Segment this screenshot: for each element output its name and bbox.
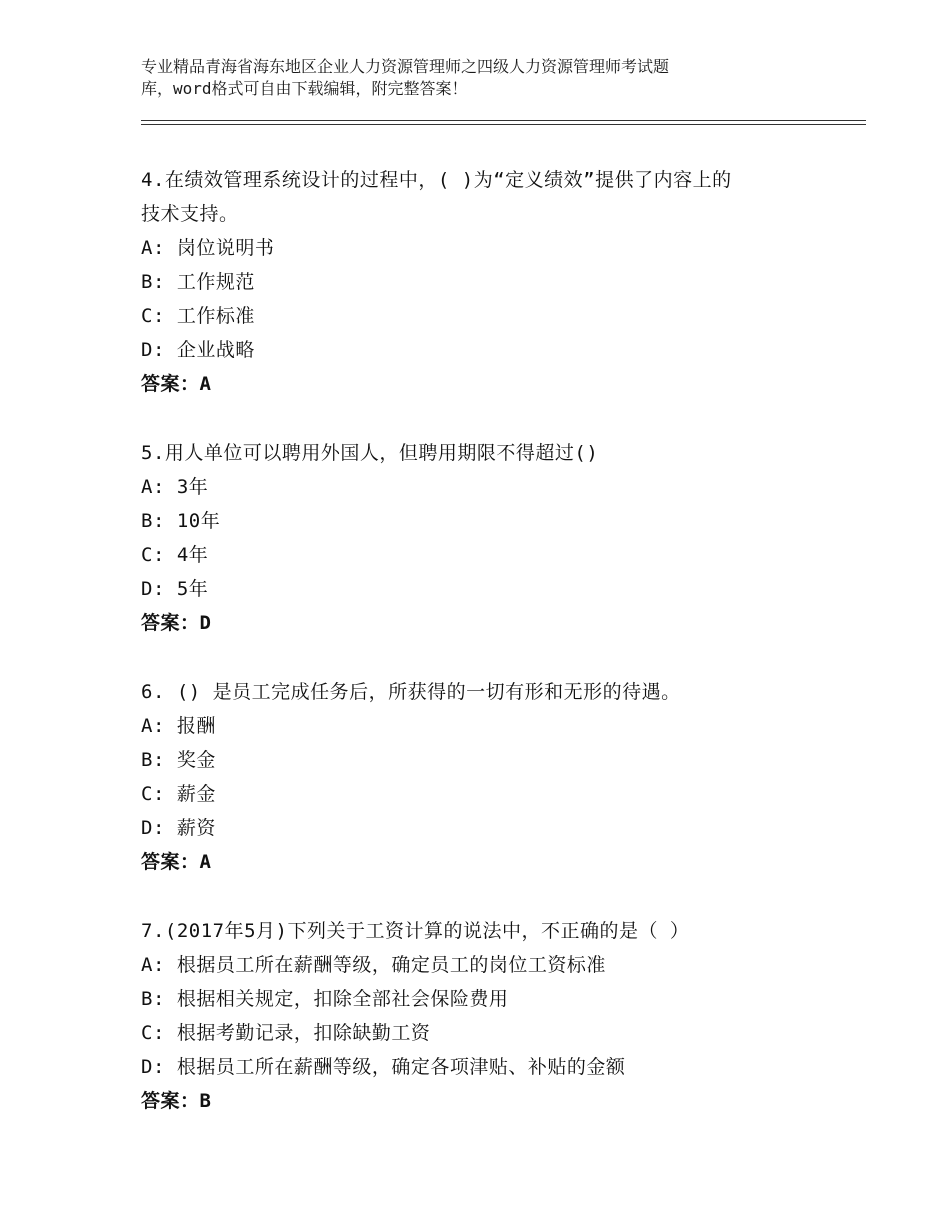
- option-b: B: 10年: [141, 510, 221, 532]
- option-d: D: 薪资: [141, 817, 216, 839]
- header-title-line-2: 库，word格式可自由下载编辑，附完整答案！: [141, 79, 468, 98]
- document-header: [141, 56, 821, 100]
- question-text-line-1: 7.(2017年5月)下列关于工资计算的说法中，不正确的是（ ）: [141, 920, 690, 942]
- question-6: [141, 675, 841, 879]
- option-b: B: 奖金: [141, 749, 216, 771]
- question-text-line-2: 技术支持。: [141, 203, 239, 225]
- question-text: [141, 163, 841, 231]
- question-text: [141, 436, 841, 470]
- question-list: [141, 163, 841, 1153]
- option-a: A: 3年: [141, 476, 209, 498]
- answer-label: 答案：A: [141, 851, 212, 873]
- question-text-line-1: 4.在绩效管理系统设计的过程中，( )为“定义绩效”提供了内容上的: [141, 169, 732, 191]
- question-text: [141, 675, 841, 709]
- option-a: A: 岗位说明书: [141, 237, 275, 259]
- option-c: C: 根据考勤记录，扣除缺勤工资: [141, 1022, 431, 1044]
- question-text-line-1: 6. () 是员工完成任务后，所获得的一切有形和无形的待遇。: [141, 681, 681, 703]
- option-b: B: 工作规范: [141, 271, 255, 293]
- answer-label: 答案：B: [141, 1090, 212, 1112]
- option-c: C: 4年: [141, 544, 209, 566]
- answer-label: 答案：A: [141, 373, 212, 395]
- question-text: [141, 914, 841, 948]
- question-text-line-1: 5.用人单位可以聘用外国人，但聘用期限不得超过(): [141, 442, 599, 464]
- option-c: C: 薪金: [141, 783, 216, 805]
- question-4: [141, 163, 841, 401]
- option-d: D: 企业战略: [141, 339, 255, 361]
- question-5: [141, 436, 841, 640]
- option-c: C: 工作标准: [141, 305, 255, 327]
- option-a: A: 报酬: [141, 715, 216, 737]
- option-a: A: 根据员工所在薪酬等级，确定员工的岗位工资标准: [141, 954, 606, 976]
- option-b: B: 根据相关规定，扣除全部社会保险费用: [141, 988, 509, 1010]
- answer-label: 答案：D: [141, 612, 212, 634]
- header-title-line-1: 专业精品青海省海东地区企业人力资源管理师之四级人力资源管理师考试题: [141, 57, 670, 76]
- question-7: [141, 914, 841, 1118]
- header-divider-top: [141, 120, 866, 121]
- option-d: D: 根据员工所在薪酬等级，确定各项津贴、补贴的金额: [141, 1056, 626, 1078]
- header-divider-bottom: [141, 124, 866, 125]
- option-d: D: 5年: [141, 578, 209, 600]
